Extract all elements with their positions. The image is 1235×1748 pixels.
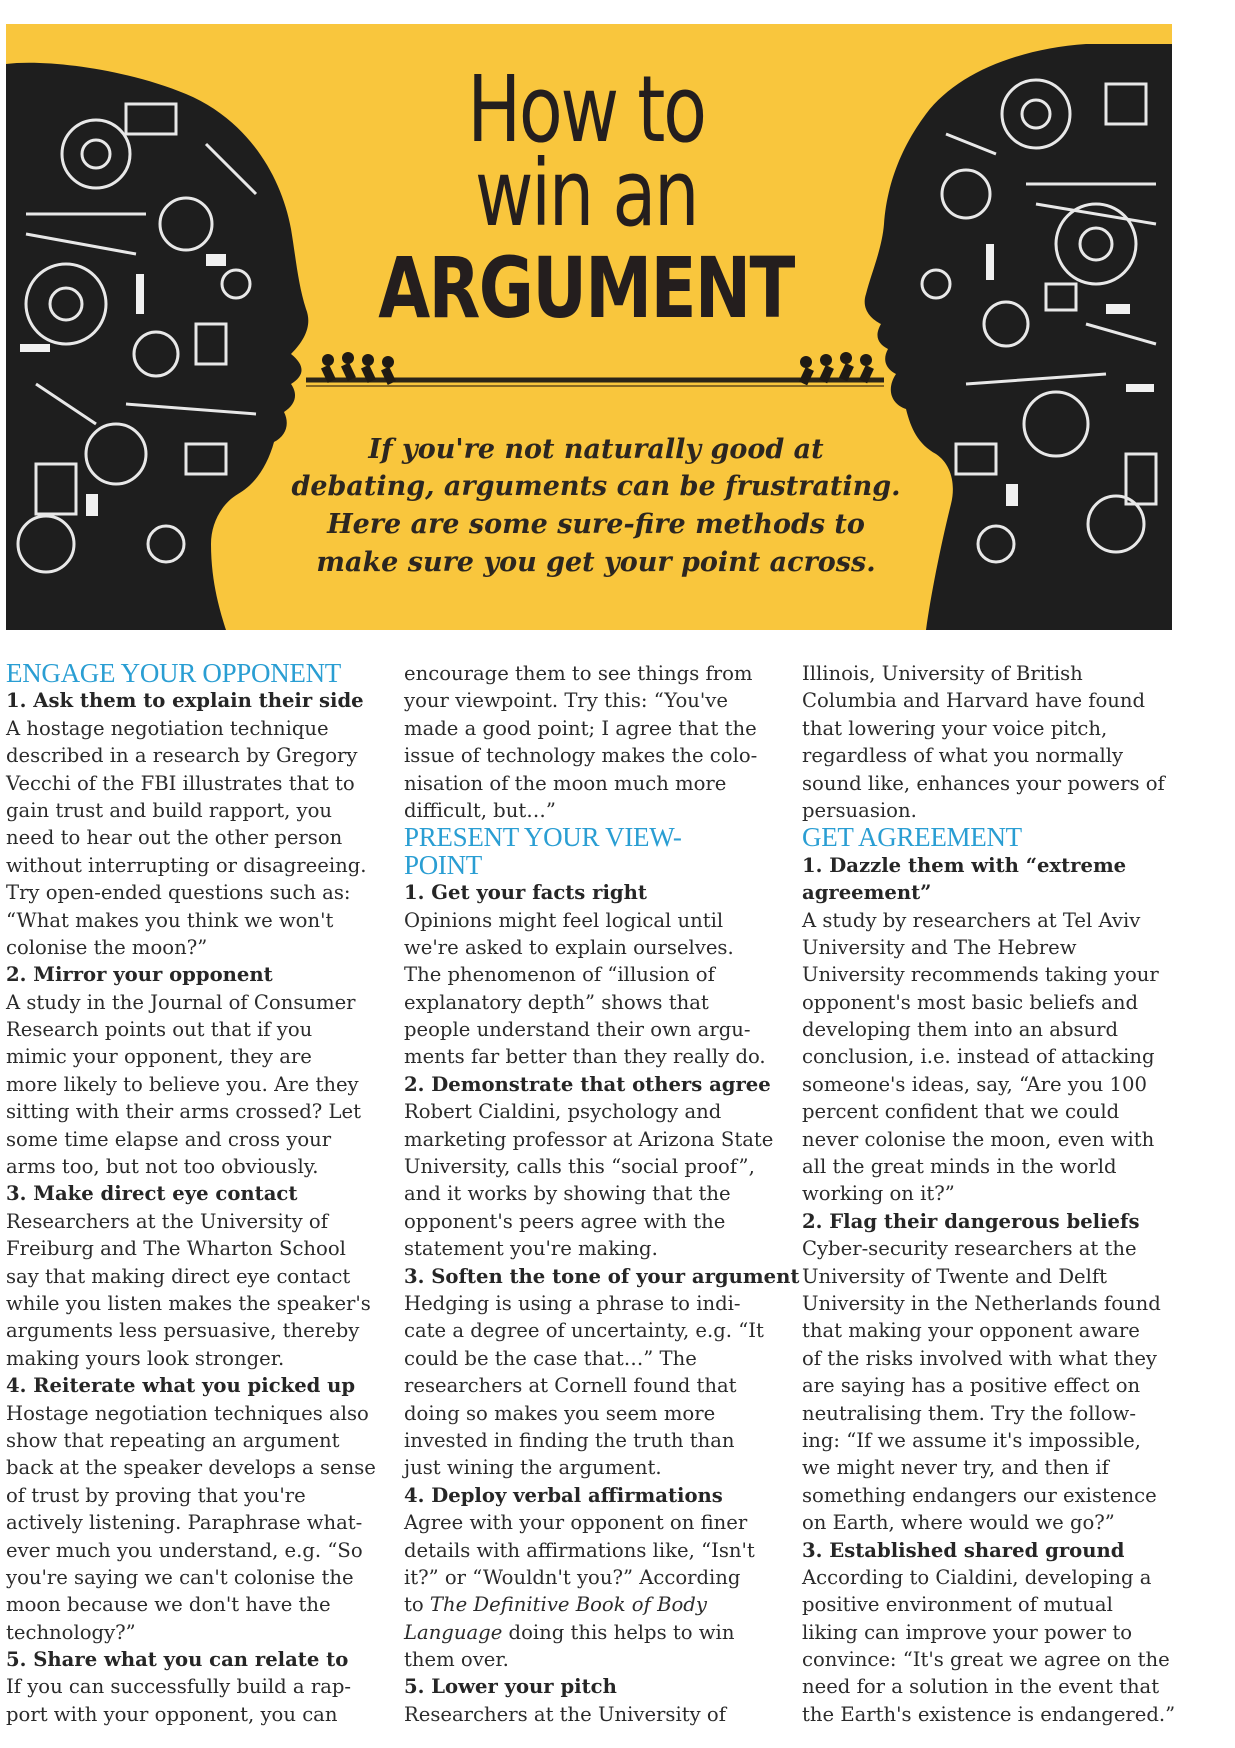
body-line: arms too, but not too obviously. [6,1155,319,1179]
tip-heading: 3. Established shared ground [802,1538,1125,1562]
tip-heading: 1. Ask them to explain their side [6,689,364,713]
section-heading: ENGAGE YOUR OPPONENT [6,658,341,688]
body-line: Robert Cialdini, psychology and [404,1100,722,1124]
body-line [404,1591,782,1618]
body-line: Hedging is using a phrase to indi- [404,1291,741,1315]
body-line: that making your opponent aware [802,1319,1140,1343]
body-line: sitting with their arms crossed? Let [6,1100,361,1124]
body-line: “What makes you think we won't [6,908,334,932]
body-line: need to hear out the other person [6,826,343,850]
tip-heading: 2. Demonstrate that others agree [404,1072,771,1096]
body-line: could be the case that…” The [404,1346,697,1370]
tug-of-war-icon [306,352,884,386]
body-line: and it works by showing that the [404,1182,731,1206]
tip-heading: 1. Get your facts right [404,881,647,905]
body-line: described in a research by Gregory [6,744,358,768]
body-line: statement you're making. [404,1237,658,1261]
body-line: opponent's most basic beliefs and [802,990,1138,1014]
body-line: regardless of what you normally [802,744,1124,768]
tip-heading: 2. Flag their dangerous beliefs [802,1209,1140,1233]
body-line: University recommends taking your [802,963,1159,987]
body-line: we might never try, and then if [802,1456,1109,1480]
body-line: A hostage negotiation technique [6,716,329,740]
body-line: University and The Hebrew [802,935,1077,959]
body-line: ever much you understand, e.g. “So [6,1538,363,1562]
body-line: that lowering your voice pitch, [802,716,1108,740]
body-line: positive environment of mutual [802,1593,1113,1617]
body-line: actively listening. Paraphrase what- [6,1511,363,1535]
body-line: developing them into an absurd [802,1018,1119,1042]
body-line: say that making direct eye contact [6,1264,351,1288]
tip-heading: 3. Make direct eye contact [6,1182,298,1206]
tip-heading: 4. Deploy verbal affirmations [404,1483,723,1507]
intro-line: If you're not naturally good at [368,434,824,465]
title-line-2: win an [474,140,698,247]
body-line: The phenomenon of “illusion of [404,963,715,987]
header-banner [6,24,1172,630]
book-title: Language [404,1620,503,1644]
article-column-1 [6,660,386,1728]
body-line: you're saying we can't colonise the [6,1565,354,1589]
body-line: them over. [404,1648,509,1672]
article-column-3 [802,660,1182,1728]
body-line: neutralising them. Try the follow- [802,1401,1136,1425]
section-heading: POINT [404,849,482,880]
body-line: University in the Netherlands found [802,1291,1161,1315]
body-line: it?” or “Wouldn't you?” According [404,1565,741,1589]
body-line: Hostage negotiation techniques also [6,1401,369,1425]
body-line: are saying has a positive effect on [802,1374,1141,1398]
body-line: on Earth, where would we go?” [802,1511,1115,1535]
section-heading: PRESENT YOUR VIEW- [404,822,682,853]
body-line: the Earth's existence is endangered.” [802,1702,1176,1726]
body-line: someone's ideas, say, “Are you 100 [802,1072,1147,1096]
body-line: cate a degree of uncertainty, e.g. “It [404,1319,764,1343]
body-line: port with your opponent, you can [6,1702,338,1726]
body-line: Freiburg and The Wharton School [6,1237,346,1261]
body-line: colonise the moon?” [6,935,208,959]
body-line: A study by researchers at Tel Aviv [802,908,1141,932]
tip-heading: agreement” [802,881,932,905]
body-line: without interrupting or disagreeing. [6,853,367,877]
body-line: encourage them to see things from [404,662,753,685]
body-line: something endangers our existence [802,1483,1157,1507]
body-line: percent confident that we could [802,1100,1120,1124]
body-line: Try open-ended questions such as: [6,881,351,905]
body-text: doing this helps to win [508,1620,735,1644]
body-line: conclusion, i.e. instead of attacking [802,1045,1155,1069]
body-line: explanatory depth” shows that [404,990,709,1014]
mechanical-head-left-icon [6,63,308,630]
body-line: invested in finding the truth than [404,1428,735,1452]
body-text: to [404,1593,424,1617]
body-line: gain trust and build rapport, you [6,798,333,822]
intro-line: debating, arguments can be frustrating. [291,471,901,502]
body-line: made a good point; I agree that the [404,716,757,740]
tip-heading: 4. Reiterate what you picked up [6,1374,356,1398]
body-line: opponent's peers agree with the [404,1209,726,1233]
body-line: some time elapse and cross your [6,1127,332,1151]
title-line-1: How to [467,56,705,163]
body-line: making yours look stronger. [6,1346,285,1370]
body-line: A study in the Journal of Consumer [6,990,356,1014]
section-heading: GET AGREEMENT [802,822,1022,853]
body-line: mimic your opponent, they are [6,1045,312,1069]
body-line: Illinois, University of British [802,662,1083,685]
body-line: while you listen makes the speaker's [6,1291,371,1315]
body-line: researchers at Cornell found that [404,1374,737,1398]
tip-heading: 2. Mirror your opponent [6,963,273,987]
body-line: convince: “It's great we agree on the [802,1648,1170,1672]
title-line-3: ARGUMENT [378,239,794,337]
tip-heading: 5. Lower your pitch [404,1675,617,1699]
book-title: The Definitive Book of Body [429,1593,707,1617]
body-line: never colonise the moon, even with [802,1127,1155,1151]
body-line: Agree with your opponent on finer [404,1511,748,1535]
tip-heading: 3. Soften the tone of your argument [404,1264,800,1288]
tip-heading: 1. Dazzle them with “extreme [802,853,1127,877]
body-line: need for a solution in the event that [802,1675,1160,1699]
body-line: persuasion. [802,798,917,822]
body-line: Researchers at the University of [6,1209,328,1233]
body-line: details with affirmations like, “Isn't [404,1538,755,1562]
intro-line: make sure you get your point across. [316,547,876,578]
body-line: moon because we don't have the [6,1593,331,1617]
body-line: Cyber-security researchers at the [802,1237,1137,1261]
body-line: difficult, but…” [404,798,556,822]
body-line: marketing professor at Arizona State [404,1127,774,1151]
body-line: Vecchi of the FBI illustrates that to [6,771,355,795]
body-line: arguments less persuasive, thereby [6,1319,360,1343]
body-line: all the great minds in the world [802,1155,1117,1179]
body-line: Columbia and Harvard have found [802,689,1146,713]
article-column-2 [404,660,800,1728]
body-line: According to Cialdini, developing a [802,1565,1152,1589]
body-line: show that repeating an argument [6,1428,340,1452]
body-line: more likely to believe you. Are they [6,1072,359,1096]
body-line: nisation of the moon much more [404,771,727,795]
body-line: Research points out that if you [6,1018,313,1042]
body-line: of trust by proving that you're [6,1483,306,1507]
body-line: we're asked to explain ourselves. [404,935,734,959]
body-line: ing: “If we assume it's impossible, [802,1428,1141,1452]
body-line: doing so makes you seem more [404,1401,716,1425]
body-line: people understand their own argu- [404,1018,751,1042]
body-line: liking can improve your power to [802,1620,1133,1644]
tip-heading: 5. Share what you can relate to [6,1648,349,1672]
body-line: University, calls this “social proof”, [404,1155,755,1179]
body-line: University of Twente and Delft [802,1264,1108,1288]
body-line: ments far better than they really do. [404,1045,766,1069]
body-line: issue of technology makes the colo- [404,744,758,768]
body-line: your viewpoint. Try this: “You've [404,689,728,713]
body-line: Researchers at the University of [404,1702,726,1726]
intro-line: Here are some sure-fire methods to [327,509,865,540]
body-line: just wining the argument. [404,1456,662,1480]
body-line: of the risks involved with what they [802,1346,1157,1370]
body-line: sound like, enhances your powers of [802,771,1165,795]
body-line: back at the speaker develops a sense [6,1456,376,1480]
body-line: Opinions might feel logical until [404,908,724,932]
body-line: If you can successfully build a rap- [6,1675,352,1699]
body-line [404,1619,782,1646]
body-line: working on it?” [802,1182,955,1206]
body-line: technology?” [6,1620,136,1644]
mechanical-head-right-icon [865,44,1172,630]
